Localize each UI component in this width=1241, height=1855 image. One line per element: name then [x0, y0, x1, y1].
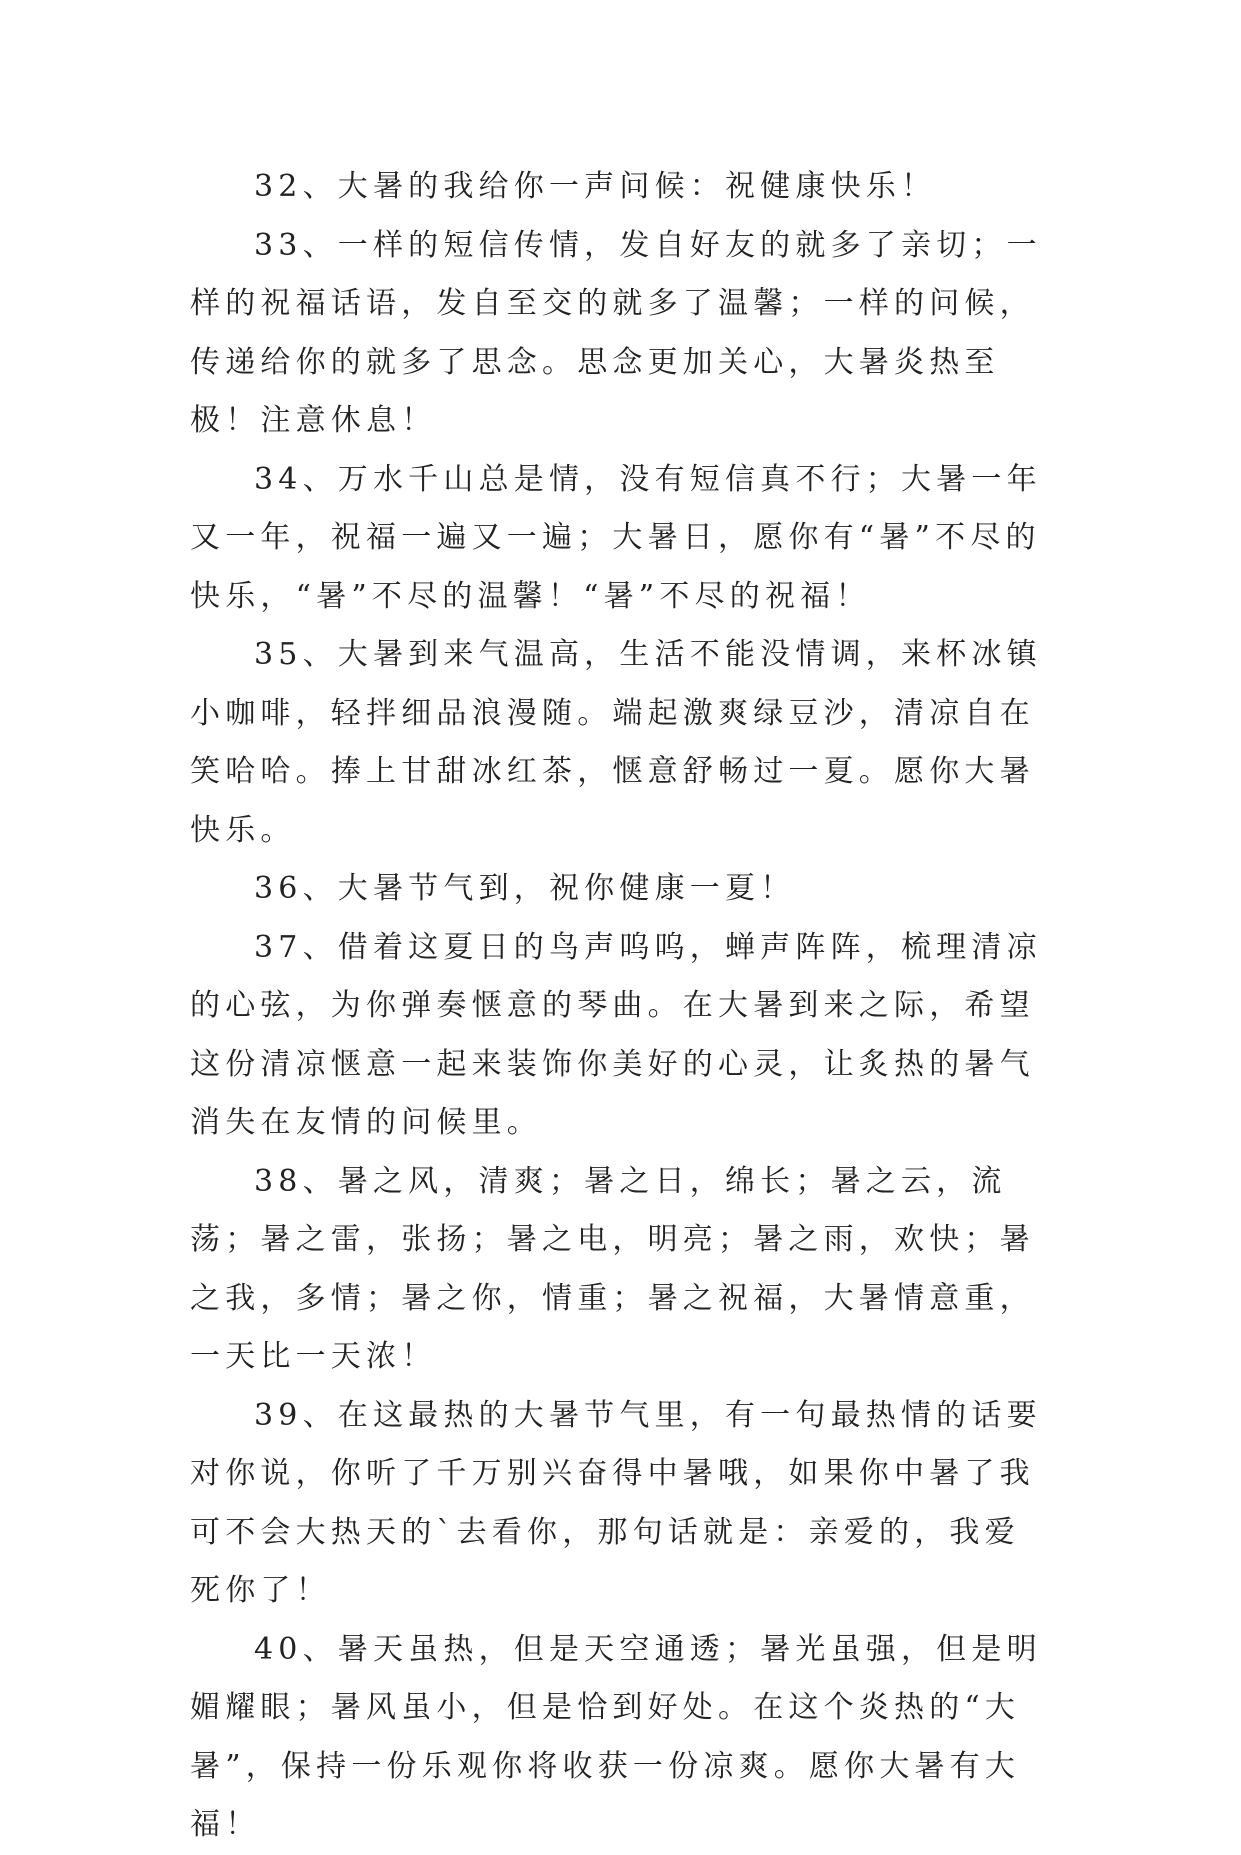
paragraph-32: 32、大暑的我给你一声问候：祝健康快乐！: [254, 169, 937, 204]
paragraph-34: 34、万水千山总是情，没有短信真不行；大暑一年又一年，祝福一遍又一遍；大暑日，愿你有“暑”不尽的快乐，“暑”不尽的温馨！“暑”不尽的祝福！: [190, 461, 1042, 614]
paragraph-33: 33、一样的短信传情，发自好友的就多了亲切；一样的祝福话语，发自至交的就多了温馨；一样的问候，传递给你的就多了思念。思念更加关心，大暑炎热至极！注意休息！: [190, 227, 1042, 438]
paragraph-35: 35、大暑到来气温高，生活不能没情调，来杯冰镇小咖啡，轻拌细品浪漫随。端起激爽绿豆沙，清凉自在笑哈哈。捧上甘甜冰红茶，惬意舒畅过一夏。愿你大暑快乐。: [190, 637, 1042, 848]
paragraph-40: 40、暑天虽热，但是天空通透；暑光虽强，但是明媚耀眼；暑风虽小，但是恰到好处。在这个炎热的“大暑”，保持一份乐观你将收获一份凉爽。愿你大暑有大福！: [190, 1631, 1042, 1842]
document-body: [190, 158, 1054, 1855]
paragraph-38: 38、暑之风，清爽；暑之日，绵长；暑之云，流荡；暑之雷，张扬；暑之电，明亮；暑之雨，欢快；暑之我，多情；暑之你，情重；暑之祝福，大暑情意重，一天比一天浓！: [190, 1163, 1035, 1374]
paragraph-39: 39、在这最热的大暑节气里，有一句最热情的话要对你说，你听了千万别兴奋得中暑哦，如果你中暑了我可不会大热天的`去看你，那句话就是：亲爱的，我爱死你了！: [190, 1397, 1042, 1608]
paragraph-36: 36、大暑节气到，祝你健康一夏！: [254, 871, 796, 906]
paragraph-37: 37、借着这夏日的鸟声呜呜，蝉声阵阵，梳理清凉的心弦，为你弹奏惬意的琴曲。在大暑到来之际，希望这份清凉惬意一起来装饰你美好的心灵，让炙热的暑气消失在友情的问候里。: [190, 929, 1042, 1140]
